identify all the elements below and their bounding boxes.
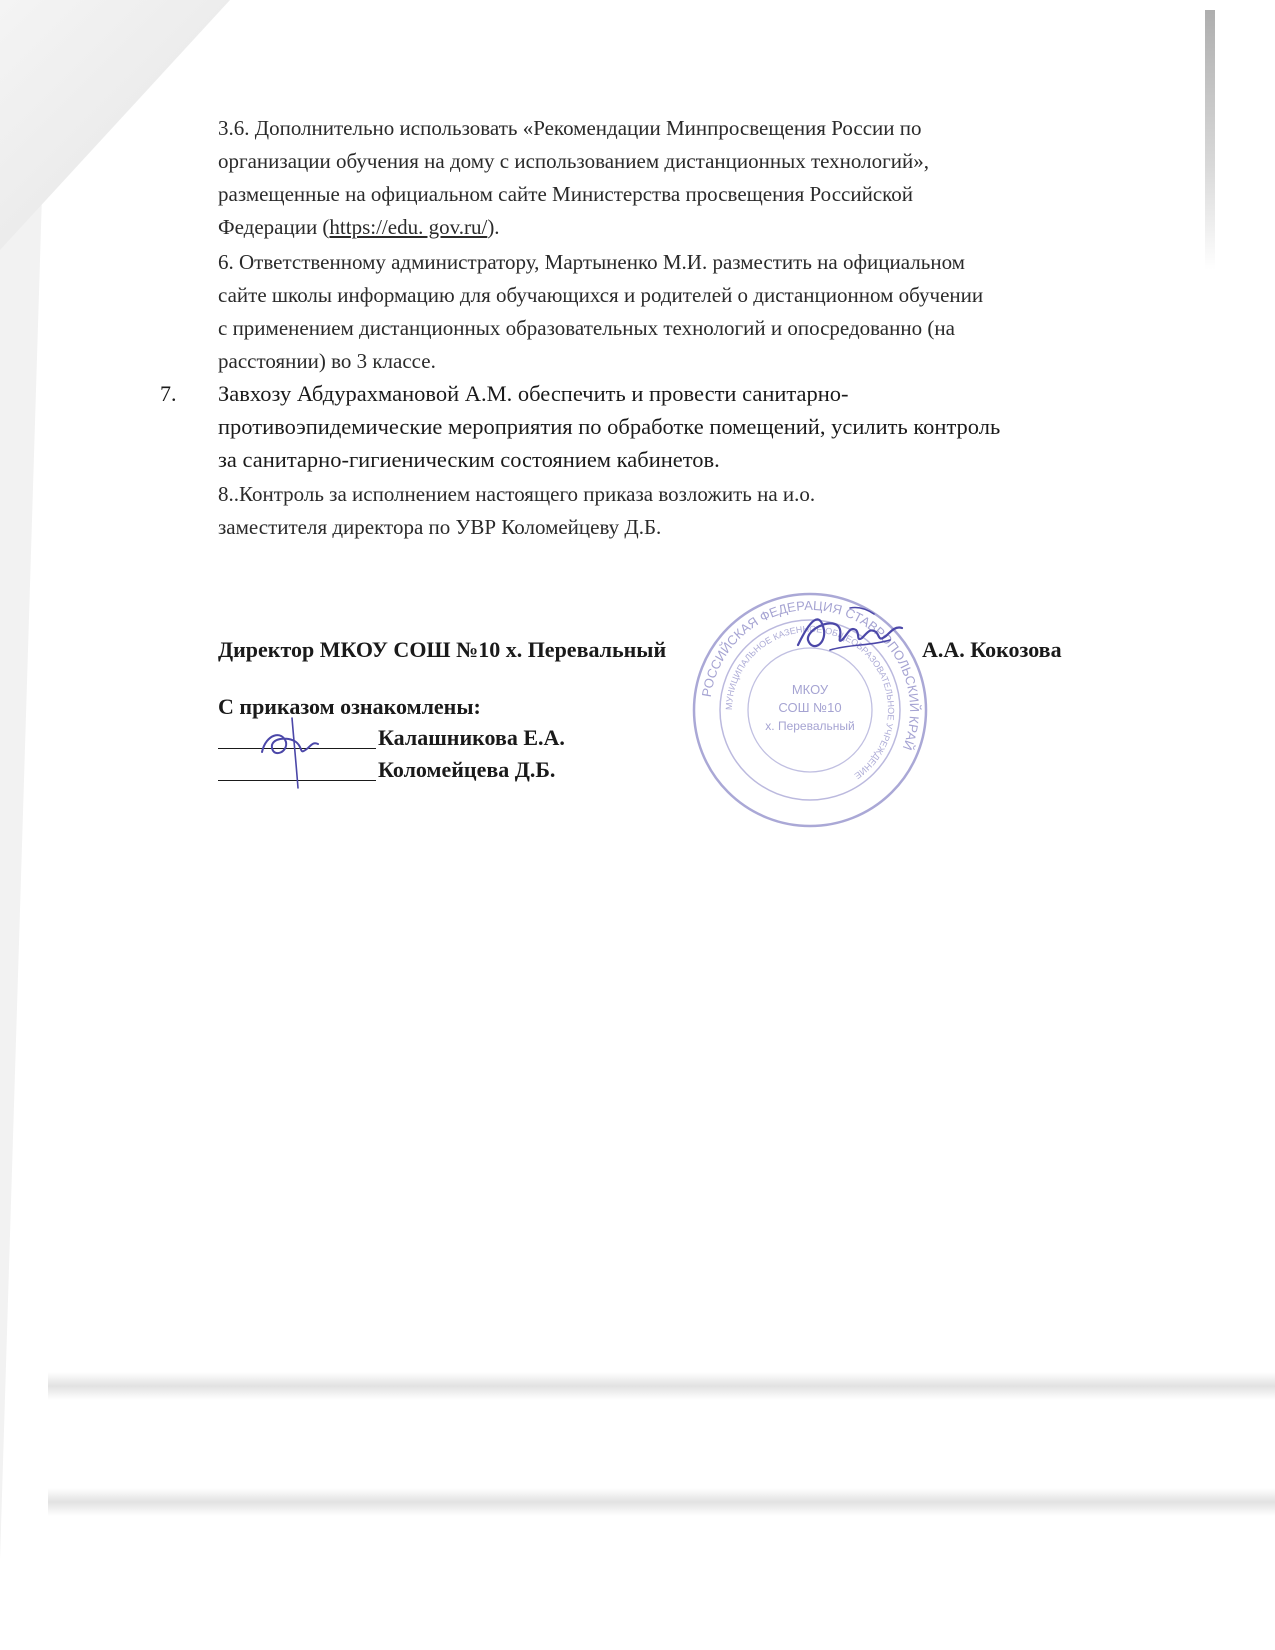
acquainted-person: Калашникова Е.А.: [378, 725, 565, 750]
text-fragment: Федерации (: [218, 215, 330, 239]
stamp-center-line: х. Перевальный: [765, 719, 855, 733]
text-line: размещенные на официальном сайте Министерства просвещения Российской: [218, 182, 914, 206]
text-line: с применением дистанционных образовательных технологий и опосредованно (на: [218, 316, 955, 340]
text-line: заместителя директора по УВР Коломейцеву Д.Б.: [218, 515, 662, 539]
stamp-inner-text: МУНИЦИПАЛЬНОЕ КАЗЕННОЕ ОБЩЕОБРАЗОВАТЕЛЬНОЕ УЧРЕЖДЕНИЕ: [723, 623, 897, 782]
acquainted-signature: [252, 712, 322, 792]
text-line: противоэпидемические мероприятия по обработке помещений, усилить контроль: [218, 414, 1001, 439]
ministry-link[interactable]: https://edu. gov.ru/: [329, 215, 488, 239]
director-title: Директор МКОУ СОШ №10 х. Перевальный: [218, 637, 667, 662]
text-line: Завхозу Абдурахмановой А.М. обеспечить и провести санитарно-: [218, 381, 849, 406]
director-signature: [790, 600, 910, 670]
text-line: организации обучения на дому с использованием дистанционных технологий»,: [218, 149, 929, 173]
text-line: расстоянии) во 3 классе.: [218, 349, 436, 373]
text-line: 6. Ответственному администратору, Мартыненко М.И. разместить на официальном: [218, 250, 965, 274]
director-name: А.А. Кокозова: [922, 637, 1062, 662]
text-line: 8..Контроль за исполнением настоящего приказа возложить на и.о.: [218, 482, 816, 506]
acquainted-person: Коломейцева Д.Б.: [378, 757, 556, 782]
text-line: 3.6. Дополнительно использовать «Рекомендации Минпросвещения России по: [218, 116, 922, 140]
acquainted-label: С приказом ознакомлены:: [218, 694, 481, 719]
scan-shadow-right: [1205, 10, 1215, 270]
stamp-center-line: МКОУ: [791, 682, 829, 697]
text-fragment: ).: [487, 215, 500, 239]
stamp-outer-text: РОССИЙСКАЯ ФЕДЕРАЦИЯ СТАВРОПОЛЬСКИЙ КРАЙ: [698, 597, 923, 753]
text-line: сайте школы информацию для обучающихся и родителей о дистанционном обучении: [218, 283, 984, 307]
stamp-center-line: СОШ №10: [778, 700, 842, 715]
text-line: за санитарно-гигиеническим состоянием кабинетов.: [218, 447, 720, 472]
list-number: 7.: [160, 381, 177, 406]
text-line: [218, 212, 500, 243]
scan-band: [48, 1372, 1275, 1400]
scan-band: [48, 1488, 1275, 1516]
